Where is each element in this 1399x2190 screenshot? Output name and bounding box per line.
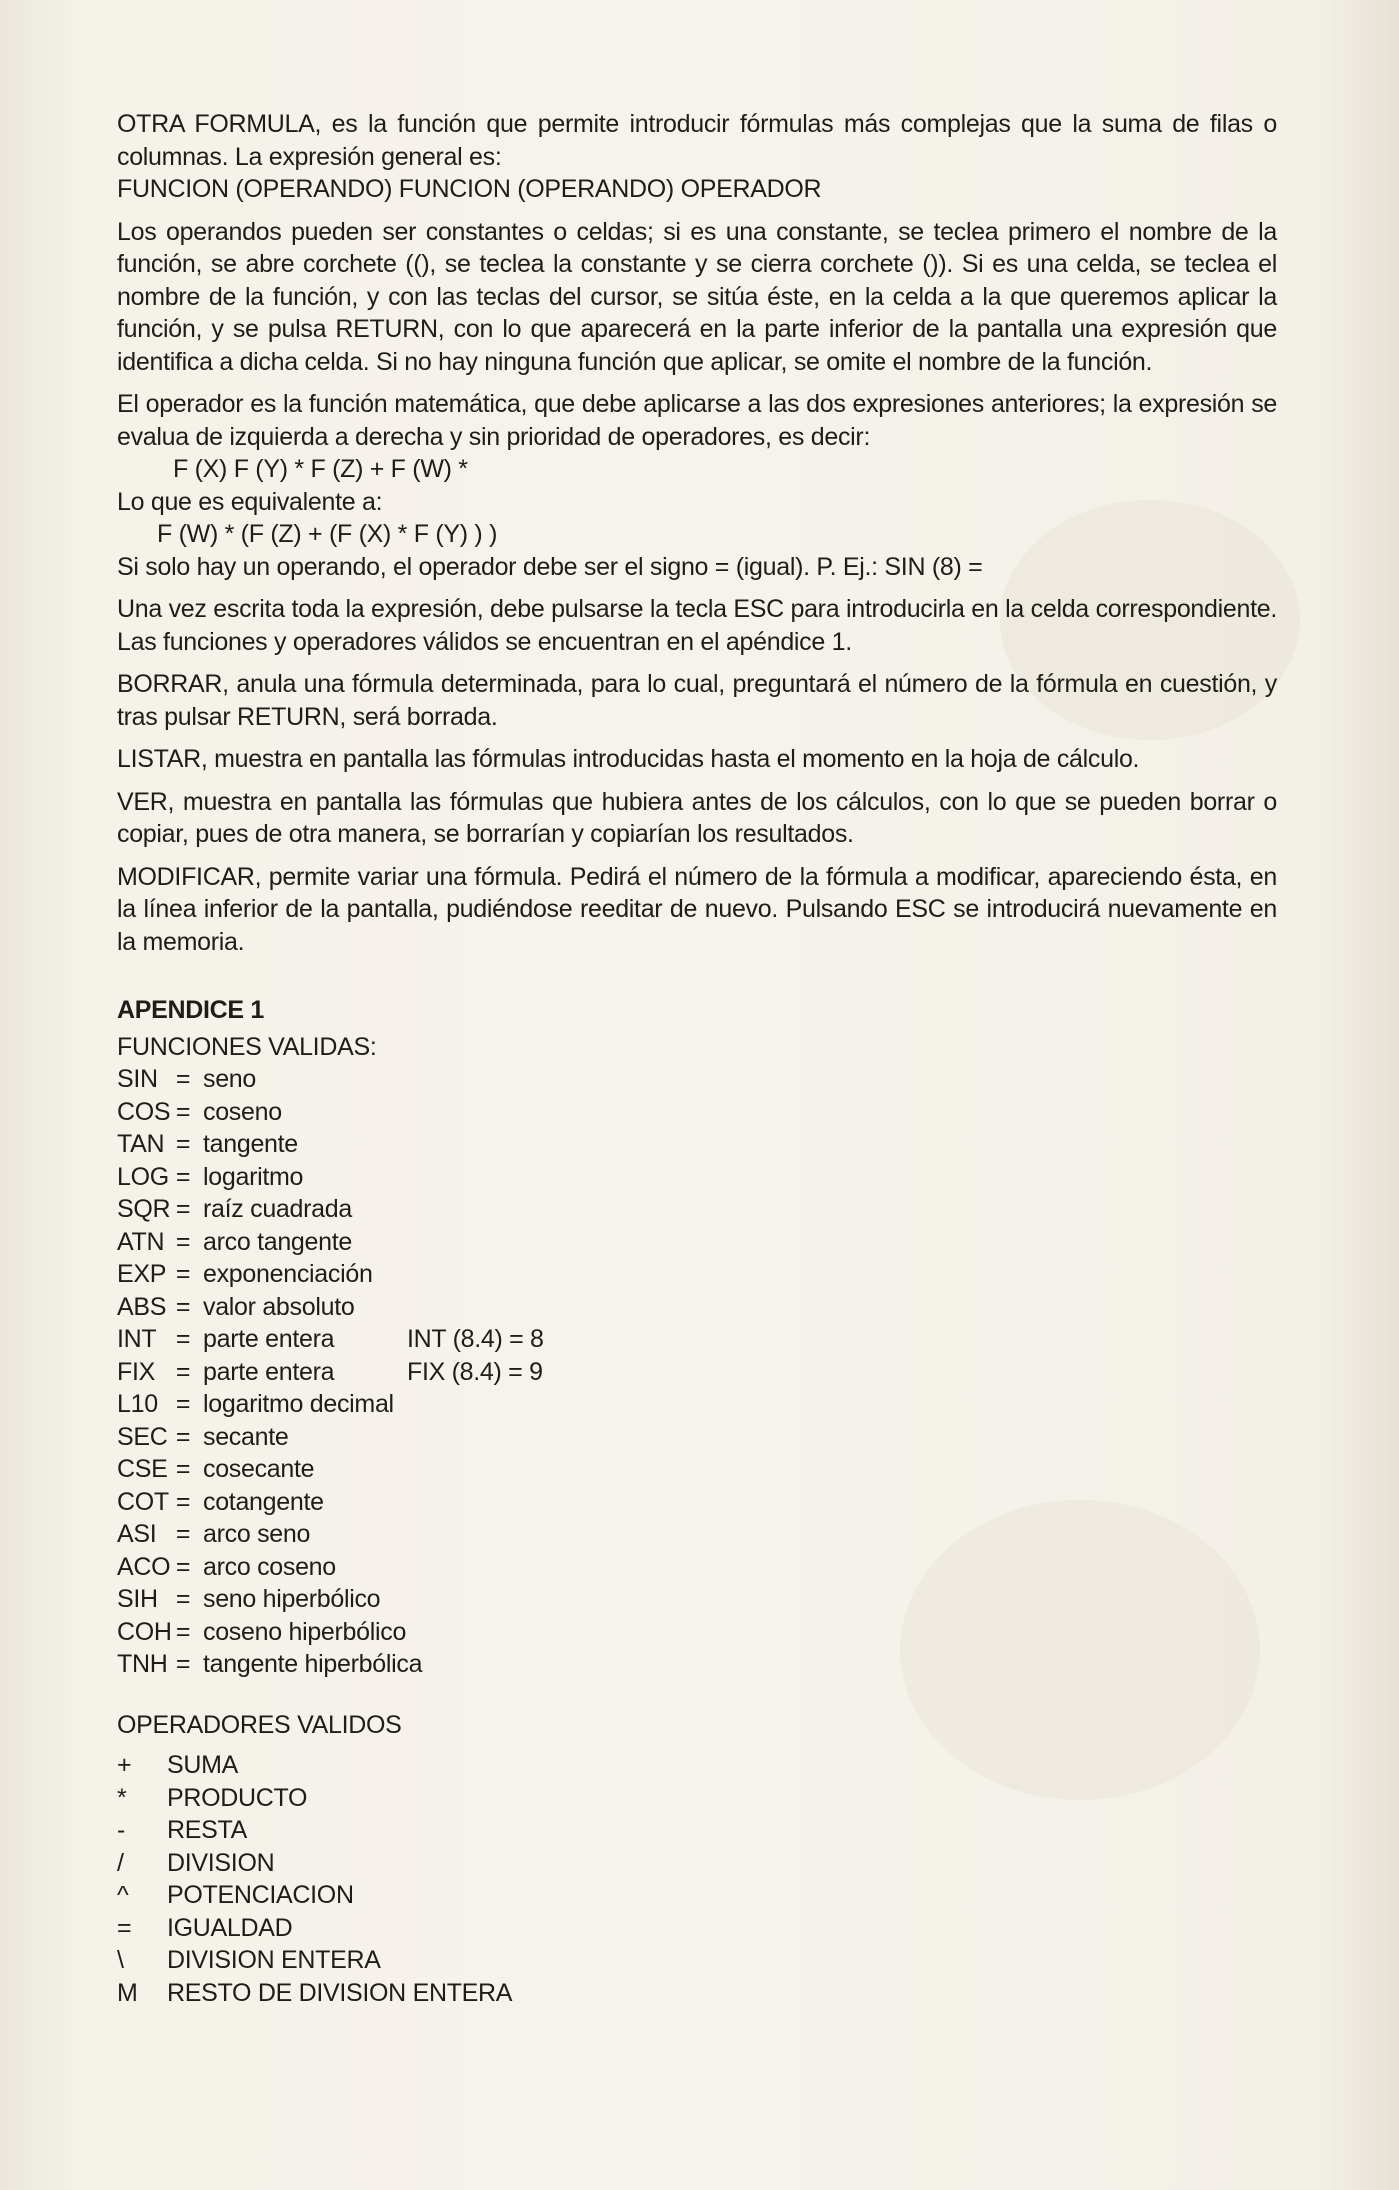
function-equals: = (175, 1422, 191, 1451)
function-row (117, 1453, 1277, 1486)
function-code: L10 (117, 1390, 158, 1418)
function-code: INT (117, 1325, 157, 1353)
operator-symbol: + (117, 1751, 132, 1779)
function-row (117, 1323, 1277, 1356)
paragraph-esc: Una vez escrita toda la expresión, debe pulsarse la tecla ESC para introducirla en la celda correspondiente. Las funciones y operadores válidos se encuentran en el apéndice 1. (117, 595, 1277, 656)
function-equals: = (175, 1552, 191, 1581)
operator-name: SUMA (167, 1751, 239, 1779)
function-description: raíz cuadrada (203, 1195, 352, 1223)
function-row (117, 1291, 1277, 1324)
function-equals: = (175, 1065, 191, 1093)
general-expression: FUNCION (OPERANDO) FUNCION (OPERANDO) OPERADOR (117, 175, 822, 203)
function-equals: = (175, 1130, 191, 1158)
function-description: valor absoluto (203, 1292, 355, 1321)
paragraph-modificar: MODIFICAR, permite variar una fórmula. Pedirá el número de la fórmula a modificar, apareciendo ésta, en la línea inferior de la pantalla, pudiéndose reeditar de nuevo. Pulsando ESC se introducirá nuevamente en la memoria. (117, 862, 1277, 956)
paragraph-operandos: Los operandos pueden ser constantes o celdas; si es una constante, se teclea primero el nombre de la función, se abre corchete ((), se teclea la constante y se cierra corchete ()). Si es una celda, se teclea el nombre de la función, y con las teclas del cursor, se sitúa éste, en la celda a la que queremos aplicar la función, y se pulsa RETURN, con lo que aparecerá en la parte inferior de la pantalla una expresión que identifica a dicha celda. Si no hay ninguna función que aplicar, se omite el nombre de la función. (117, 217, 1277, 376)
function-code: EXP (117, 1260, 167, 1288)
function-code: ABS (117, 1292, 167, 1321)
function-description: secante (203, 1422, 289, 1451)
function-row (117, 1128, 1277, 1161)
operator-name: DIVISION ENTERA (167, 1946, 381, 1974)
function-code: COS (117, 1097, 171, 1126)
function-row (117, 1616, 1277, 1649)
function-code: CSE (117, 1455, 168, 1483)
function-description: parte entera (203, 1325, 335, 1353)
function-row (117, 1583, 1277, 1616)
function-equals: = (175, 1617, 191, 1646)
operator-symbol: - (117, 1816, 126, 1844)
function-row (117, 1388, 1277, 1421)
operator-row (117, 1912, 1277, 1945)
function-row (117, 1518, 1277, 1551)
function-equals: = (175, 1487, 191, 1516)
operator-row (117, 1977, 1277, 2010)
operator-symbol: \ (117, 1946, 124, 1974)
operator-name: IGUALDAD (167, 1913, 293, 1942)
function-code: SIN (117, 1065, 158, 1093)
function-equals: = (175, 1260, 191, 1288)
operator-row (117, 1944, 1277, 1977)
function-description: exponenciación (203, 1260, 373, 1288)
function-description: arco tangente (203, 1227, 352, 1256)
function-code: TNH (117, 1650, 168, 1678)
function-description: tangente (203, 1130, 298, 1158)
functions-list (117, 1063, 1277, 1681)
function-code: SQR (117, 1195, 171, 1223)
function-description: cosecante (203, 1455, 315, 1483)
paragraph-single-operand: Si solo hay un operando, el operador debe ser el signo = (igual). P. Ej.: SIN (8) = (117, 552, 983, 581)
formula-equivalent: F (W) * (F (Z) + (F (X) * F (Y) ) ) (157, 520, 498, 548)
function-description: coseno (203, 1097, 282, 1126)
operator-symbol: / (117, 1848, 124, 1877)
function-description: parte entera (203, 1357, 335, 1386)
operator-name: RESTO DE DIVISION ENTERA (167, 1978, 513, 2007)
function-equals: = (175, 1455, 191, 1483)
function-equals: = (175, 1162, 191, 1191)
function-code: SIH (117, 1585, 158, 1613)
function-description: arco coseno (203, 1552, 336, 1581)
operator-name: PRODUCTO (167, 1783, 308, 1812)
operator-name: RESTA (167, 1816, 247, 1844)
operator-symbol: ^ (117, 1881, 129, 1909)
operators-heading: OPERADORES VALIDOS (117, 1710, 402, 1739)
function-row (117, 1486, 1277, 1519)
operator-symbol: = (117, 1913, 132, 1942)
function-equals: = (175, 1227, 191, 1256)
functions-heading: FUNCIONES VALIDAS: (117, 1032, 377, 1061)
function-description: arco seno (203, 1520, 311, 1548)
function-row (117, 1193, 1277, 1226)
function-description: logaritmo decimal (203, 1390, 394, 1418)
function-row (117, 1356, 1277, 1389)
operator-row (117, 1847, 1277, 1880)
function-row (117, 1161, 1277, 1194)
function-code: ASI (117, 1520, 157, 1548)
function-equals: = (175, 1325, 191, 1353)
paragraph-listar: LISTAR, muestra en pantalla las fórmulas introducidas hasta el momento en la hoja de cálculo. (117, 745, 1140, 773)
function-example: FIX (8.4) = 9 (407, 1357, 543, 1386)
operator-symbol: * (117, 1783, 127, 1812)
function-code: ATN (117, 1227, 165, 1256)
function-description: seno hiperbólico (203, 1585, 381, 1613)
function-code: COH (117, 1617, 172, 1646)
function-equals: = (175, 1390, 191, 1418)
paragraph-otra-formula: OTRA FORMULA, es la función que permite introducir fórmulas más complejas que la suma de filas o columnas. La expresión general es: (117, 110, 1277, 171)
operator-symbol: M (117, 1978, 138, 2007)
function-row (117, 1648, 1277, 1681)
function-row (117, 1258, 1277, 1291)
function-row (117, 1096, 1277, 1129)
function-code: FIX (117, 1357, 155, 1386)
function-description: seno (203, 1065, 257, 1093)
function-row (117, 1063, 1277, 1096)
operator-row (117, 1814, 1277, 1847)
function-equals: = (175, 1585, 191, 1613)
formula-example: F (X) F (Y) * F (Z) + F (W) * (173, 455, 468, 483)
function-description: logaritmo (203, 1162, 304, 1191)
operator-row (117, 1782, 1277, 1815)
appendix-title: APENDICE 1 (117, 996, 265, 1024)
paragraph-operador: El operador es la función matemática, que debe aplicarse a las dos expresiones anteriores; la expresión se evalua de izquierda a derecha y sin prioridad de operadores, es decir: (117, 390, 1277, 451)
function-description: coseno hiperbólico (203, 1617, 407, 1646)
function-code: COT (117, 1487, 169, 1516)
function-code: TAN (117, 1130, 165, 1158)
operator-name: DIVISION (167, 1848, 275, 1877)
equivalence-label: Lo que es equivalente a: (117, 487, 383, 516)
function-equals: = (175, 1292, 191, 1321)
function-code: LOG (117, 1162, 169, 1191)
operator-name: POTENCIACION (167, 1881, 354, 1909)
paragraph-ver: VER, muestra en pantalla las fórmulas que hubiera antes de los cálculos, con lo que se pueden borrar o copiar, pues de otra manera, se borrarían y copiarían los resultados. (117, 787, 1277, 848)
function-equals: = (175, 1357, 191, 1386)
function-code: ACO (117, 1552, 171, 1581)
operator-row (117, 1879, 1277, 1912)
function-code: SEC (117, 1422, 168, 1451)
function-equals: = (175, 1650, 191, 1678)
function-example: INT (8.4) = 8 (407, 1325, 544, 1353)
function-row (117, 1226, 1277, 1259)
operators-list (117, 1749, 1277, 2009)
function-equals: = (175, 1195, 191, 1223)
paragraph-borrar: BORRAR, anula una fórmula determinada, para lo cual, preguntará el número de la fórmula en cuestión, y tras pulsar RETURN, será borrada. (117, 670, 1277, 731)
operator-row (117, 1749, 1277, 1782)
function-row (117, 1551, 1277, 1584)
document-body (117, 108, 1277, 2009)
function-equals: = (175, 1097, 191, 1126)
function-description: tangente hiperbólica (203, 1650, 423, 1678)
function-description: cotangente (203, 1487, 324, 1516)
function-row (117, 1421, 1277, 1454)
function-equals: = (175, 1520, 191, 1548)
